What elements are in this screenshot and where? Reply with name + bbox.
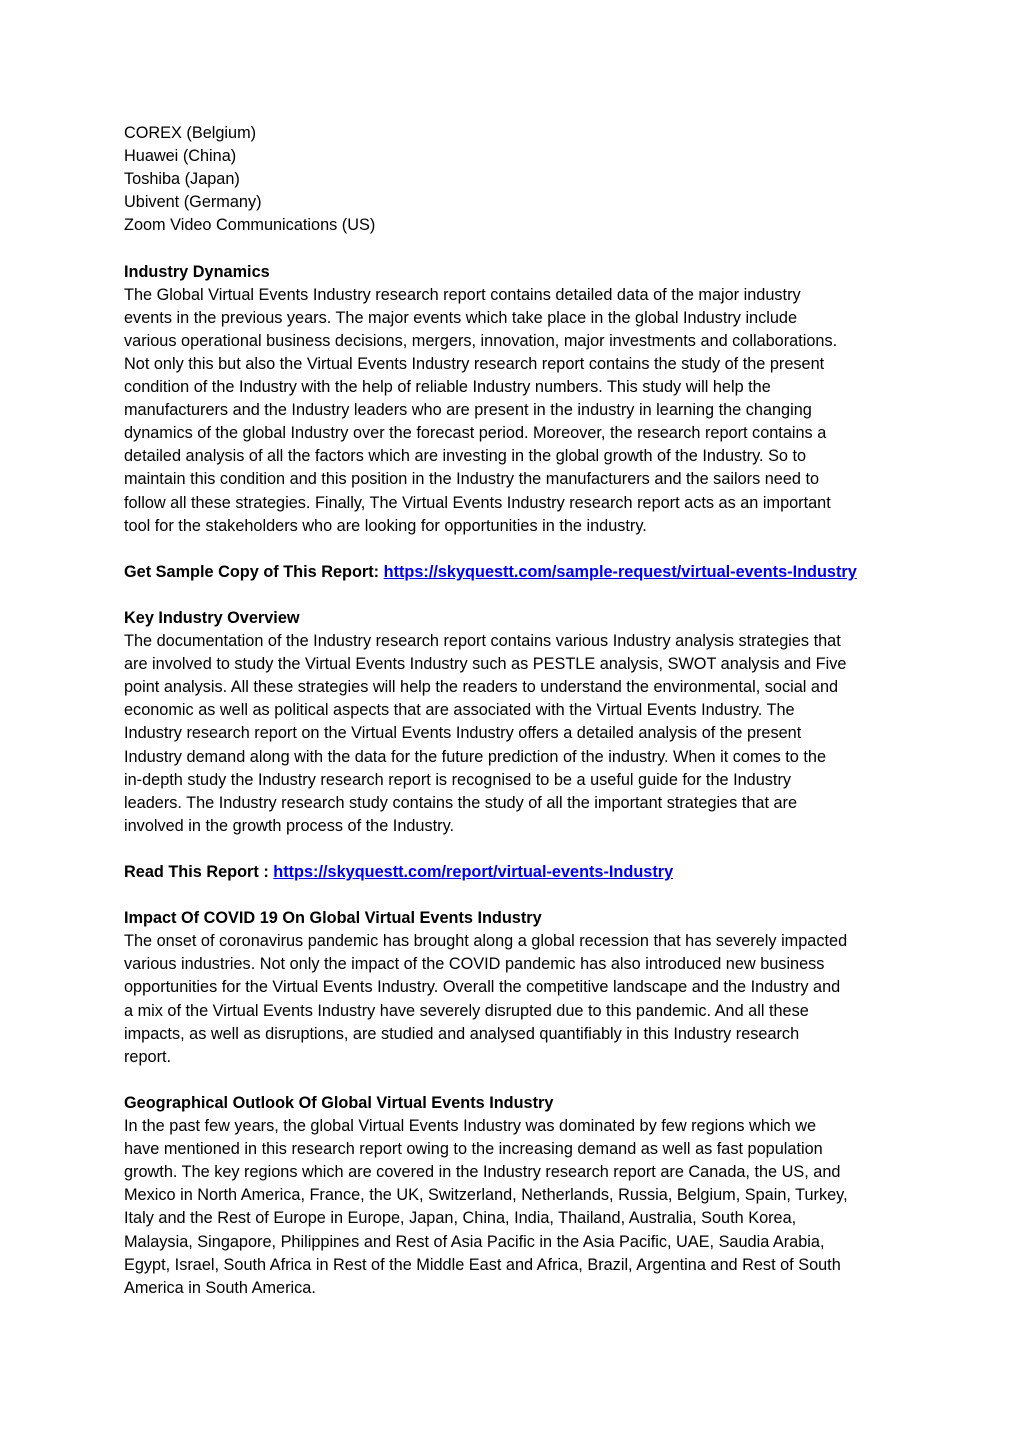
- paragraph-line: Industry research report on the Virtual Events Industry offers a detailed analysis of the present: [124, 724, 802, 743]
- paragraph-line: The documentation of the Industry research report contains various Industry analysis strategies that: [124, 632, 841, 651]
- company-item: Zoom Video Communications (US): [124, 216, 376, 235]
- paragraph-line: Malaysia, Singapore, Philippines and Rest of Asia Pacific in the Asia Pacific, UAE, Saudia Arabia,: [124, 1232, 825, 1251]
- company-list: [124, 122, 914, 237]
- spacer: [124, 838, 914, 861]
- company-item: Ubivent (Germany): [124, 193, 262, 212]
- section-heading: Industry Dynamics: [124, 262, 270, 281]
- paragraph-line: condition of the Industry with the help of reliable Industry numbers. This study will help the: [124, 378, 771, 397]
- section-key-overview: [124, 607, 914, 838]
- read-report-row: [124, 861, 914, 884]
- section-heading: Geographical Outlook Of Global Virtual Events Industry: [124, 1093, 554, 1112]
- paragraph-line: in-depth study the Industry research report is recognised to be a useful guide for the Industry: [124, 770, 792, 789]
- section-covid-impact: [124, 907, 914, 1069]
- paragraph-line: economic as well as political aspects that are associated with the Virtual Events Industry. The: [124, 701, 795, 720]
- paragraph-line: Not only this but also the Virtual Events Industry research report contains the study of the present: [124, 354, 825, 373]
- paragraph-line: have mentioned in this research report owing to the increasing demand as well as fast population: [124, 1140, 823, 1159]
- paragraph-line: Italy and the Rest of Europe in Europe, Japan, China, India, Thailand, Australia, South Korea,: [124, 1209, 797, 1228]
- spacer: [124, 538, 914, 561]
- paragraph-line: point analysis. All these strategies will help the readers to understand the environmental, social and: [124, 678, 839, 697]
- section-geographical-outlook: [124, 1092, 914, 1300]
- paragraph-line: impacts, as well as disruptions, are studied and analysed quantifiably in this Industry research: [124, 1024, 800, 1043]
- paragraph-line: Egypt, Israel, South Africa in Rest of the Middle East and Africa, Brazil, Argentina and Rest of South: [124, 1255, 841, 1274]
- paragraph-line: dynamics of the global Industry over the forecast period. Moreover, the research report contains a: [124, 424, 827, 443]
- paragraph-line: report.: [124, 1047, 172, 1066]
- paragraph-line: are involved to study the Virtual Events Industry such as PESTLE analysis, SWOT analysis and Five: [124, 655, 847, 674]
- read-report-link[interactable]: https://skyquestt.com/report/virtual-events-Industry: [273, 863, 674, 881]
- company-item: COREX (Belgium): [124, 124, 257, 142]
- paragraph-line: maintain this condition and this position in the Industry the manufacturers and the sailors need to: [124, 470, 820, 489]
- paragraph-line: opportunities for the Virtual Events Industry. Overall the competitive landscape and the Industry and: [124, 978, 841, 997]
- paragraph-line: a mix of the Virtual Events Industry have severely disrupted due to this pandemic. And all these: [124, 1001, 809, 1020]
- paragraph-line: The onset of coronavirus pandemic has brought along a global recession that has severely impacted: [124, 932, 848, 951]
- paragraph-line: various industries. Not only the impact of the COVID pandemic has also introduced new business: [124, 955, 825, 974]
- paragraph-line: follow all these strategies. Finally, The Virtual Events Industry research report acts as an important: [124, 493, 831, 512]
- paragraph-line: Industry demand along with the data for the future prediction of the industry. When it comes to the: [124, 747, 826, 766]
- paragraph-line: manufacturers and the Industry leaders who are present in the industry in learning the changing: [124, 401, 812, 420]
- paragraph-line: various operational business decisions, mergers, innovation, major investments and collaborations.: [124, 331, 838, 350]
- company-item: Toshiba (Japan): [124, 170, 240, 189]
- paragraph-line: tool for the stakeholders who are looking for opportunities in the industry.: [124, 516, 647, 535]
- spacer: [124, 884, 914, 907]
- company-item: Huawei (China): [124, 147, 237, 166]
- document-page: [124, 122, 914, 1300]
- read-report-label: Read This Report :: [124, 863, 274, 881]
- paragraph-line: growth. The key regions which are covered in the Industry research report are Canada, the US, and: [124, 1163, 841, 1182]
- paragraph-line: America in South America.: [124, 1278, 316, 1297]
- section-industry-dynamics: [124, 261, 914, 538]
- paragraph-line: detailed analysis of all the factors which are investing in the global growth of the Industry. So to: [124, 447, 807, 466]
- spacer: [124, 1069, 914, 1092]
- paragraph-line: events in the previous years. The major events which take place in the global Industry include: [124, 308, 798, 327]
- paragraph-line: involved in the growth process of the Industry.: [124, 816, 455, 835]
- sample-copy-label: Get Sample Copy of This Report:: [124, 562, 384, 581]
- sample-copy-row: [124, 561, 914, 584]
- paragraph-line: Mexico in North America, France, the UK, Switzerland, Netherlands, Russia, Belgium, Spain, Turkey,: [124, 1186, 848, 1205]
- sample-copy-link[interactable]: https://skyquestt.com/sample-request/virtual-events-Industry: [383, 562, 857, 581]
- spacer: [124, 237, 914, 260]
- spacer: [124, 584, 914, 607]
- section-heading: Key Industry Overview: [124, 608, 300, 627]
- section-heading: Impact Of COVID 19 On Global Virtual Events Industry: [124, 909, 542, 928]
- paragraph-line: The Global Virtual Events Industry research report contains detailed data of the major industry: [124, 285, 801, 304]
- paragraph-line: In the past few years, the global Virtual Events Industry was dominated by few regions which we: [124, 1117, 817, 1136]
- paragraph-line: leaders. The Industry research study contains the study of all the important strategies that are: [124, 793, 798, 812]
